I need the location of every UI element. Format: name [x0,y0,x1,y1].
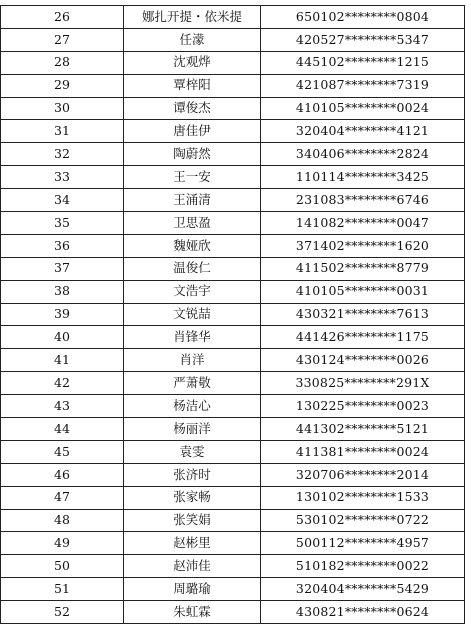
name-cell: 杨丽洋 [124,418,261,441]
table-row [1,143,465,166]
id-number-cell: 411502********8779 [261,257,465,280]
name-cell: 严萧敬 [124,372,261,395]
roster-table-body [1,6,465,624]
table-row [1,97,465,120]
table-row [1,578,465,601]
table-row [1,257,465,280]
table-row [1,555,465,578]
name-cell: 朱虹霖 [124,601,261,624]
table-row [1,349,465,372]
id-number-cell: 430124********0026 [261,349,465,372]
id-number-cell: 371402********1620 [261,234,465,257]
table-row [1,51,465,74]
id-number-cell: 410105********0031 [261,280,465,303]
id-number-cell: 330825********291X [261,372,465,395]
name-cell: 袁雯 [124,440,261,463]
row-number-cell: 52 [1,601,124,624]
name-cell: 覃梓阳 [124,74,261,97]
name-cell: 王一安 [124,166,261,189]
table-row [1,440,465,463]
id-number-cell: 141082********0047 [261,212,465,235]
name-cell: 温俊仁 [124,257,261,280]
row-number-cell: 37 [1,257,124,280]
row-number-cell: 29 [1,74,124,97]
name-cell: 任濛 [124,28,261,51]
row-number-cell: 40 [1,326,124,349]
id-number-cell: 411381********0024 [261,440,465,463]
row-number-cell: 47 [1,486,124,509]
name-cell: 谭俊杰 [124,97,261,120]
table-row [1,28,465,51]
name-cell: 娜扎开提・依米提 [124,6,261,29]
id-number-cell: 650102********0804 [261,6,465,29]
id-number-cell: 441426********1175 [261,326,465,349]
name-cell: 唐佳伊 [124,120,261,143]
row-number-cell: 46 [1,463,124,486]
row-number-cell: 38 [1,280,124,303]
name-cell: 张济时 [124,463,261,486]
id-number-cell: 320404********4121 [261,120,465,143]
name-cell: 张家畅 [124,486,261,509]
row-number-cell: 26 [1,6,124,29]
row-number-cell: 35 [1,212,124,235]
id-number-cell: 445102********1215 [261,51,465,74]
id-number-cell: 510182********0022 [261,555,465,578]
name-cell: 杨洁心 [124,395,261,418]
name-cell: 赵彬里 [124,532,261,555]
row-number-cell: 44 [1,418,124,441]
table-row [1,601,465,624]
table-row [1,532,465,555]
id-number-cell: 420527********5347 [261,28,465,51]
row-number-cell: 32 [1,143,124,166]
name-cell: 张笑娟 [124,509,261,532]
row-number-cell: 49 [1,532,124,555]
table-row [1,509,465,532]
id-number-cell: 441302********5121 [261,418,465,441]
name-cell: 周璐瑜 [124,578,261,601]
table-row [1,74,465,97]
name-cell: 肖洋 [124,349,261,372]
name-cell: 卫思盈 [124,212,261,235]
id-number-cell: 430321********7613 [261,303,465,326]
table-row [1,280,465,303]
row-number-cell: 43 [1,395,124,418]
table-row [1,486,465,509]
table-row [1,212,465,235]
row-number-cell: 27 [1,28,124,51]
id-number-cell: 320404********5429 [261,578,465,601]
row-number-cell: 30 [1,97,124,120]
id-number-cell: 410105********0024 [261,97,465,120]
name-cell: 赵沛佳 [124,555,261,578]
name-cell: 文锐喆 [124,303,261,326]
name-cell: 王涌清 [124,189,261,212]
name-cell: 魏娅欣 [124,234,261,257]
row-number-cell: 34 [1,189,124,212]
row-number-cell: 51 [1,578,124,601]
row-number-cell: 39 [1,303,124,326]
name-cell: 文浩宇 [124,280,261,303]
row-number-cell: 48 [1,509,124,532]
table-row [1,326,465,349]
id-number-cell: 340406********2824 [261,143,465,166]
table-row [1,463,465,486]
row-number-cell: 50 [1,555,124,578]
row-number-cell: 41 [1,349,124,372]
id-number-cell: 421087********7319 [261,74,465,97]
row-number-cell: 33 [1,166,124,189]
table-row [1,372,465,395]
row-number-cell: 42 [1,372,124,395]
row-number-cell: 28 [1,51,124,74]
row-number-cell: 45 [1,440,124,463]
table-row [1,120,465,143]
id-number-cell: 530102********0722 [261,509,465,532]
roster-table [0,5,465,624]
table-row [1,189,465,212]
table-row [1,6,465,29]
table-row [1,303,465,326]
name-cell: 肖锋华 [124,326,261,349]
row-number-cell: 31 [1,120,124,143]
table-row [1,166,465,189]
name-cell: 陶蔚然 [124,143,261,166]
id-number-cell: 110114********3425 [261,166,465,189]
table-row [1,418,465,441]
name-cell: 沈观烨 [124,51,261,74]
id-number-cell: 500112********4957 [261,532,465,555]
row-number-cell: 36 [1,234,124,257]
id-number-cell: 130225********0023 [261,395,465,418]
id-number-cell: 231083********6746 [261,189,465,212]
table-row [1,234,465,257]
id-number-cell: 430821********0624 [261,601,465,624]
id-number-cell: 130102********1533 [261,486,465,509]
table-row [1,395,465,418]
id-number-cell: 320706********2014 [261,463,465,486]
